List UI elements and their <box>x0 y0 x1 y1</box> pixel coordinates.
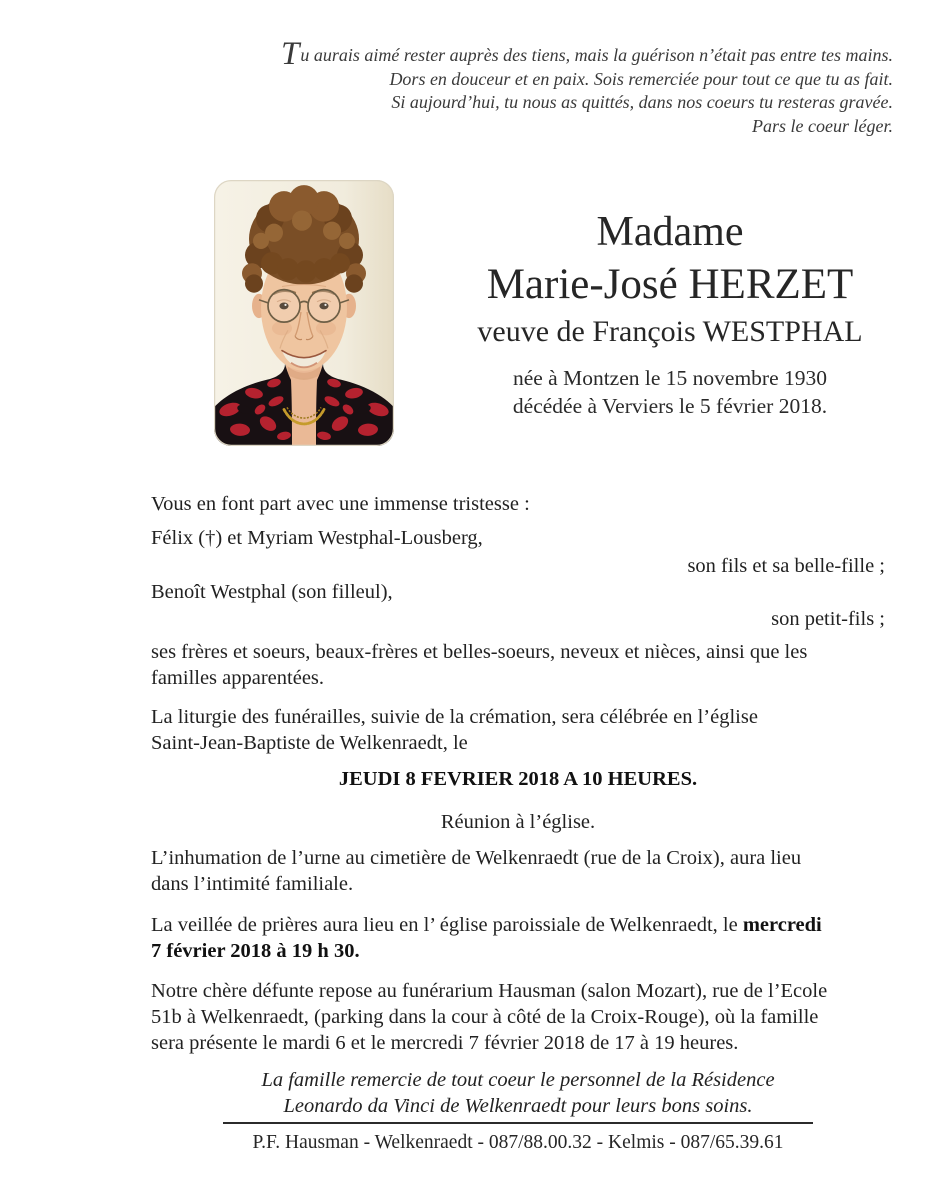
inhumation-paragraph <box>151 845 885 897</box>
meeting-line: Réunion à l’église. <box>440 811 596 833</box>
deceased-death-line: décédée à Verviers le 5 février 2018. <box>512 394 828 418</box>
text-line: 7 février 2018 à 19 h 30. <box>151 940 360 962</box>
text-line: Notre chère défunte repose au funérarium Hausman (salon Mozart), rue de l’Ecole <box>151 980 828 1002</box>
epitaph-line-3: Si aujourd’hui, tu nous as quittés, dans nos coeurs tu resteras gravée. <box>391 92 893 112</box>
vigil-paragraph <box>151 912 885 964</box>
epitaph-line-1-text: u aurais aimé rester auprès des tiens, mais la guérison n’était pas entre tes mains. <box>300 45 893 65</box>
mourner-names-1: Félix (†) et Myriam Westphal-Lousberg, <box>151 527 483 549</box>
text-line: La liturgie des funérailles, suivie de la crémation, sera célébrée en l’église <box>151 706 758 728</box>
portrait-photo <box>214 180 394 446</box>
vigil-bold-text: mercredi <box>742 914 822 936</box>
family-paragraph <box>151 639 885 691</box>
epitaph <box>281 36 893 138</box>
repose-paragraph <box>151 978 885 1056</box>
deceased-widow-line: veuve de François WESTPHAL <box>477 315 863 348</box>
announcement-intro: Vous en font part avec une immense tristesse : <box>151 493 530 515</box>
deceased-birth-line: née à Montzen le 15 novembre 1930 <box>512 366 828 390</box>
announcement-body <box>151 491 885 1155</box>
vigil-normal-text: La veillée de prières aura lieu en l’ église paroissiale de Welkenraedt, le <box>151 914 743 936</box>
deceased-name-block <box>450 206 890 420</box>
text-line: ses frères et soeurs, beaux-frères et belles-soeurs, neveux et nièces, ainsi que les <box>151 641 808 663</box>
text-line <box>151 912 885 938</box>
text-line: La famille remercie de tout coeur le personnel de la Résidence <box>261 1069 775 1091</box>
text-line: dans l’intimité familiale. <box>151 873 354 895</box>
text-line: 51b à Welkenraedt, (parking dans la cour à côté de la Croix-Rouge), où la famille <box>151 1006 819 1028</box>
deceased-title: Madame <box>596 209 744 255</box>
funeral-home-contact: P.F. Hausman - Welkenraedt - 087/88.00.32 - Kelmis - 087/65.39.61 <box>252 1132 784 1153</box>
funeral-datetime: JEUDI 8 FEVRIER 2018 A 10 HEURES. <box>338 768 698 790</box>
text-line: Leonardo da Vinci de Welkenraedt pour leurs bons soins. <box>283 1095 753 1117</box>
text-line: L’inhumation de l’urne au cimetière de Welkenraedt (rue de la Croix), aura lieu <box>151 847 802 869</box>
epitaph-line-2: Dors en douceur et en paix. Sois remerciée pour tout ce que tu as fait. <box>389 68 893 89</box>
mourner-relation-2: son petit-fils ; <box>771 608 885 630</box>
mourner-relation-1: son fils et sa belle-fille ; <box>687 555 885 577</box>
text-line: familles apparentées. <box>151 667 325 689</box>
epitaph-initial: T <box>281 36 300 72</box>
thanks-paragraph <box>151 1067 885 1119</box>
text-line: Saint-Jean-Baptiste de Welkenraedt, le <box>151 732 468 754</box>
text-line: sera présente le mardi 6 et le mercredi 7 février 2018 de 17 à 19 heures. <box>151 1032 739 1054</box>
deceased-name: Marie-José HERZET <box>486 261 854 308</box>
footer-divider <box>223 1122 813 1124</box>
epitaph-line-4: Pars le coeur léger. <box>752 115 893 136</box>
deceased-dates <box>450 364 890 420</box>
mourner-names-2: Benoît Westphal (son filleul), <box>151 581 393 603</box>
epitaph-line-1 <box>281 36 893 72</box>
liturgy-paragraph <box>151 704 885 756</box>
